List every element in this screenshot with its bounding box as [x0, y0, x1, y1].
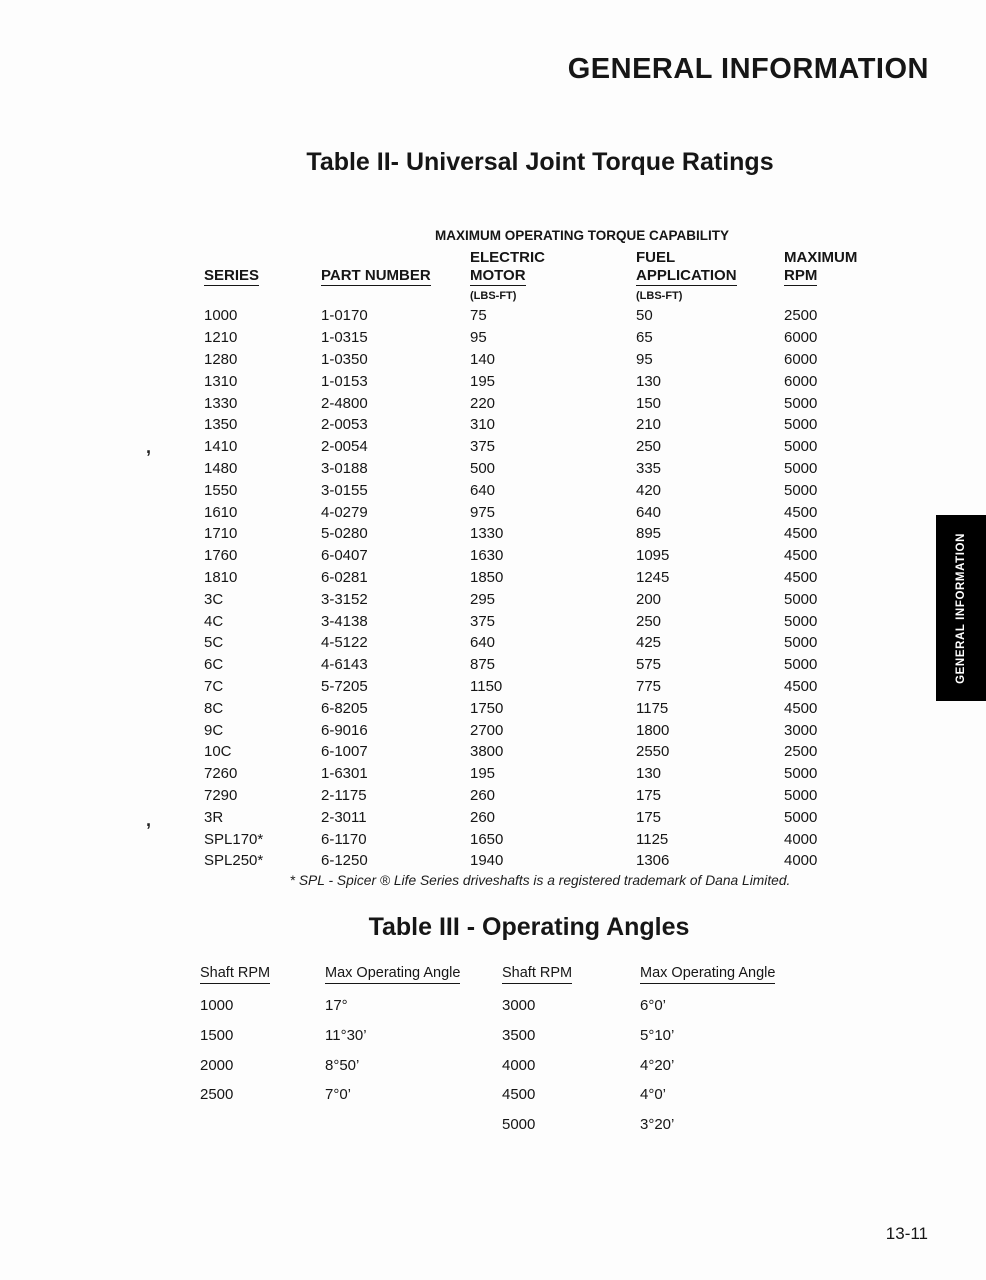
table-cell: 2500	[784, 307, 818, 325]
table-row	[200, 1021, 800, 1051]
table-cell: 2-0054	[321, 438, 368, 456]
blank-cell	[204, 224, 321, 246]
table-row	[204, 588, 876, 610]
table-row	[204, 567, 876, 589]
table-cell: 2-4800	[321, 394, 368, 412]
table-cell: 5000	[784, 481, 818, 499]
table-cell: 50	[636, 307, 653, 325]
table-cell: 7290	[204, 786, 238, 804]
table-row	[204, 610, 876, 632]
table-cell: 1150	[470, 677, 503, 695]
table-cell: 6-1250	[321, 852, 368, 870]
table-cell: 6-0281	[321, 568, 368, 586]
table-cell: 3°20’	[640, 1116, 675, 1134]
table-cell: 75	[470, 307, 487, 325]
table2-header-row-top	[204, 246, 876, 266]
table-cell: 775	[636, 677, 662, 695]
table-row	[204, 654, 876, 676]
table-cell: 6000	[784, 350, 818, 368]
column-header-shaft-rpm-1	[200, 957, 325, 991]
table-cell: 375	[470, 438, 496, 456]
table-cell: 5000	[784, 394, 818, 412]
section-side-tab-label: GENERAL INFORMATION	[955, 532, 967, 684]
blank-cell	[321, 246, 470, 266]
table-cell: 425	[636, 634, 662, 652]
table-cell: 4500	[502, 1086, 536, 1104]
column-header-max-angle-1-label: Max Operating Angle	[325, 965, 460, 984]
table-row	[204, 349, 876, 371]
table-row	[204, 806, 876, 828]
table2-caption-row	[204, 224, 876, 246]
table-cell: 1310	[204, 372, 238, 390]
table-cell: 200	[636, 590, 662, 608]
table-row	[204, 741, 876, 763]
table2-header-row-bottom	[204, 266, 876, 286]
page-title: GENERAL INFORMATION	[567, 53, 929, 85]
table-cell: 9C	[204, 721, 224, 739]
table-row	[204, 828, 876, 850]
table-cell: 310	[470, 416, 496, 434]
table-cell: 2500	[784, 743, 818, 761]
table-cell: 5000	[784, 612, 818, 630]
table-cell: 7260	[204, 765, 238, 783]
page-number: 13-11	[885, 1224, 928, 1243]
table-cell: 6-8205	[321, 699, 368, 717]
table-cell: 1280	[204, 350, 238, 368]
table-cell: 5000	[784, 786, 818, 804]
table-cell: 5000	[784, 590, 818, 608]
table-cell: 1330	[204, 394, 238, 412]
table-cell: 4500	[784, 503, 818, 521]
table-cell: 10C	[204, 743, 232, 761]
blank-cell	[321, 286, 470, 305]
table-cell: 3R	[204, 808, 224, 826]
table-row	[204, 458, 876, 480]
table-cell: 5000	[784, 438, 818, 456]
table-cell: 5000	[784, 765, 818, 783]
table-cell: 260	[470, 786, 496, 804]
table-cell: 3-0155	[321, 481, 368, 499]
table-cell: 1175	[636, 699, 669, 717]
table-cell: 4500	[784, 568, 818, 586]
table-cell: 6000	[784, 329, 818, 347]
table-cell: 1940	[470, 852, 504, 870]
column-header-shaft-rpm-2-label: Shaft RPM	[502, 965, 572, 984]
column-header-max-angle-2	[640, 957, 800, 991]
table-cell: 1245	[636, 568, 670, 586]
footnote: * SPL - Spicer ® Life Series driveshafts is a registered trademark of Dana Limited.	[289, 872, 791, 888]
table-cell: 140	[470, 350, 496, 368]
table-cell: 8C	[204, 699, 224, 717]
table-cell: 4-5122	[321, 634, 368, 652]
column-header-application-label: APPLICATION	[636, 267, 737, 284]
table-cell: 1810	[204, 568, 238, 586]
table-cell: 1-0153	[321, 372, 368, 390]
table-cell: 6C	[204, 656, 224, 674]
table-row	[204, 327, 876, 349]
table-cell: 1330	[470, 525, 504, 543]
table-row	[204, 763, 876, 785]
units-fuel: (LBS-FT)	[636, 289, 683, 302]
table-cell: 1350	[204, 416, 238, 434]
table-cell: 1-6301	[321, 765, 368, 783]
table-cell: 4500	[784, 547, 818, 565]
table-cell: 1650	[470, 830, 504, 848]
table-cell: 640	[470, 481, 496, 499]
table-cell: 1550	[204, 481, 238, 499]
table-row	[200, 1080, 800, 1110]
table-cell: 3000	[784, 721, 818, 739]
table-cell: 420	[636, 481, 662, 499]
table-cell: 7C	[204, 677, 224, 695]
column-header-maximum: MAXIMUM	[784, 249, 858, 266]
column-header-motor	[470, 266, 636, 286]
table-cell: 6-1170	[321, 830, 367, 848]
stray-mark: ,	[146, 437, 152, 457]
table-cell: 5-7205	[321, 677, 368, 695]
blank-cell	[204, 286, 321, 305]
stray-mark: ,	[146, 810, 152, 830]
table-cell: 500	[470, 459, 496, 477]
table-cell: 65	[636, 329, 653, 347]
table-cell: 3500	[502, 1027, 536, 1045]
table-cell: 640	[636, 503, 662, 521]
table-cell: 4°0’	[640, 1086, 667, 1104]
table-cell: 250	[636, 612, 662, 630]
table-row	[204, 676, 876, 698]
angles-table	[200, 957, 800, 1139]
table-cell: 375	[470, 612, 496, 630]
column-header-series-label: SERIES	[204, 267, 260, 284]
table-cell: 1210	[204, 329, 238, 347]
table-cell: 220	[470, 394, 496, 412]
table-row	[204, 850, 876, 872]
table-cell: 1500	[200, 1027, 234, 1045]
column-header-part-number-label: PART NUMBER	[321, 267, 431, 284]
table-cell: 1410	[204, 438, 238, 456]
table-cell: 195	[470, 765, 496, 783]
table-cell: 175	[636, 808, 662, 826]
table-cell: 1095	[636, 547, 670, 565]
table-cell: SPL250*	[204, 852, 264, 870]
table-cell: 195	[470, 372, 496, 390]
table-cell: 2-3011	[321, 808, 367, 826]
table-cell: 3-3152	[321, 590, 368, 608]
table-cell: 4000	[784, 852, 818, 870]
table-cell: 2-1175	[321, 786, 367, 804]
column-header-motor-label: MOTOR	[470, 267, 526, 284]
table-cell: 175	[636, 786, 662, 804]
column-header-max-angle-2-label: Max Operating Angle	[640, 965, 775, 984]
column-header-application	[636, 266, 784, 286]
table-cell: 3000	[502, 997, 536, 1015]
column-header-series	[204, 266, 321, 286]
table-cell: 11°30’	[325, 1027, 367, 1045]
table-cell	[200, 1110, 325, 1140]
table-cell: 5000	[784, 808, 818, 826]
table-cell: 975	[470, 503, 496, 521]
column-header-rpm-label: RPM	[784, 267, 818, 284]
table-row	[204, 414, 876, 436]
table-cell: 1306	[636, 852, 670, 870]
table-cell: 6-0407	[321, 547, 368, 565]
torque-table	[204, 224, 876, 888]
table-row	[204, 436, 876, 458]
table-cell: 1-0315	[321, 329, 368, 347]
table-cell: 6-1007	[321, 743, 368, 761]
table-row	[204, 719, 876, 741]
table-cell: 2700	[470, 721, 504, 739]
table-row	[204, 305, 876, 327]
table-cell: 1750	[470, 699, 504, 717]
table-cell: 5000	[502, 1116, 536, 1134]
column-header-part-number	[321, 266, 470, 286]
table-cell: 3C	[204, 590, 224, 608]
table-row	[204, 501, 876, 523]
blank-cell	[204, 246, 321, 266]
table-cell: 1800	[636, 721, 670, 739]
table-cell: 575	[636, 656, 662, 674]
table-cell: 3800	[470, 743, 504, 761]
table-cell: 210	[636, 416, 662, 434]
table-cell: 2-0053	[321, 416, 368, 434]
table-cell: 5000	[784, 459, 818, 477]
table-cell: 2500	[200, 1086, 234, 1104]
table-cell: 4-6143	[321, 656, 368, 674]
table-cell: 1-0170	[321, 307, 368, 325]
table-cell: 1000	[200, 997, 234, 1015]
column-header-electric: ELECTRIC	[470, 249, 545, 266]
table-row	[204, 785, 876, 807]
table-cell: 4-0279	[321, 503, 368, 521]
table-cell: 1125	[636, 830, 669, 848]
table-row	[200, 1110, 800, 1140]
column-header-shaft-rpm-2	[502, 957, 640, 991]
table-cell: 335	[636, 459, 662, 477]
table3-title: Table III - Operating Angles	[368, 913, 690, 941]
table-cell: 4°20’	[640, 1056, 675, 1074]
table-cell: 95	[636, 350, 653, 368]
table-cell: 4500	[784, 699, 818, 717]
table2-caption: MAXIMUM OPERATING TORQUE CAPABILITY	[435, 227, 730, 243]
table-row	[200, 1050, 800, 1080]
table-row	[200, 991, 800, 1021]
table-row	[204, 697, 876, 719]
table-row	[204, 545, 876, 567]
table-cell: 1000	[204, 307, 238, 325]
table-cell: 1760	[204, 547, 238, 565]
table-cell: 4500	[784, 677, 818, 695]
table-row	[204, 370, 876, 392]
table-cell: 640	[470, 634, 496, 652]
section-side-tab	[936, 515, 986, 701]
table-row	[204, 523, 876, 545]
table-cell: 260	[470, 808, 496, 826]
column-header-rpm	[784, 266, 876, 286]
table-cell: 5000	[784, 416, 818, 434]
table-cell	[325, 1110, 502, 1140]
table-cell: 8°50’	[325, 1056, 360, 1074]
table-cell: 130	[636, 372, 662, 390]
table-cell: 1630	[470, 547, 504, 565]
table-cell: 5-0280	[321, 525, 368, 543]
column-header-max-angle-1	[325, 957, 502, 991]
table-cell: 2550	[636, 743, 670, 761]
table-cell: 895	[636, 525, 662, 543]
table-cell: 1-0350	[321, 350, 368, 368]
table-cell: 6°0’	[640, 997, 667, 1015]
table-cell: 2000	[200, 1056, 234, 1074]
table2-title: Table II- Universal Joint Torque Ratings	[306, 148, 774, 176]
table-cell: 1850	[470, 568, 504, 586]
angles-table-body	[200, 991, 800, 1139]
torque-table-body	[204, 305, 876, 872]
table-cell: 130	[636, 765, 662, 783]
column-header-fuel: FUEL	[636, 249, 676, 266]
table-cell: 3-4138	[321, 612, 368, 630]
table-cell: 875	[470, 656, 496, 674]
table-cell: SPL170*	[204, 830, 264, 848]
blank-cell	[784, 286, 876, 305]
table-cell: 295	[470, 590, 496, 608]
table-cell: 5°10’	[640, 1027, 675, 1045]
table-row	[204, 632, 876, 654]
table-cell: 6-9016	[321, 721, 368, 739]
units-electric: (LBS-FT)	[470, 289, 517, 302]
table-cell: 1480	[204, 459, 238, 477]
table-cell: 4000	[502, 1056, 536, 1074]
table-cell: 4500	[784, 525, 818, 543]
table-cell: 4000	[784, 830, 818, 848]
table-cell: 17°	[325, 997, 348, 1015]
table-cell: 150	[636, 394, 662, 412]
table3-header-row	[200, 957, 800, 991]
table-cell: 7°0’	[325, 1086, 352, 1104]
table-cell: 5C	[204, 634, 224, 652]
table-row	[204, 479, 876, 501]
column-header-shaft-rpm-1-label: Shaft RPM	[200, 965, 270, 984]
table-cell: 250	[636, 438, 662, 456]
table-cell: 6000	[784, 372, 818, 390]
table-cell: 1710	[204, 525, 238, 543]
table-cell: 5000	[784, 634, 818, 652]
table-cell: 1610	[204, 503, 238, 521]
table-cell: 4C	[204, 612, 224, 630]
table2-units-row	[204, 286, 876, 305]
table-cell: 5000	[784, 656, 818, 674]
table-row	[204, 392, 876, 414]
table-cell: 3-0188	[321, 459, 368, 477]
table-cell: 95	[470, 329, 487, 347]
